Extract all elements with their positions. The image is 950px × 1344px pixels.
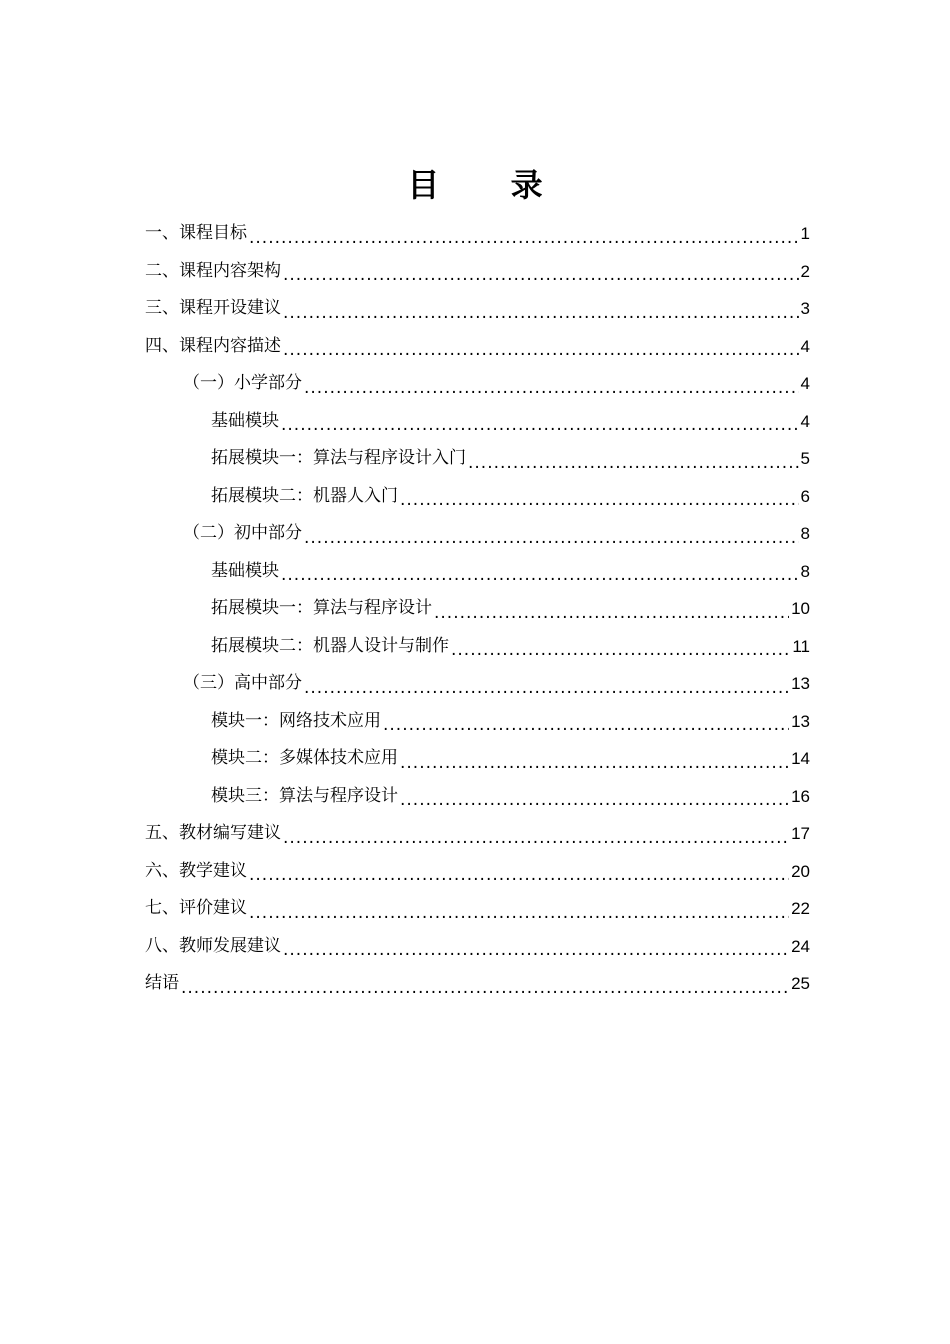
toc-page-number: 8 [800, 561, 810, 581]
toc-entry-title: 拓展模块一：算法与程序设计入门 [211, 448, 466, 468]
toc-leader-dots [249, 865, 789, 885]
toc-entry-title: 一、课程目标 [145, 223, 247, 243]
toc-leader-dots [451, 640, 790, 660]
toc-entry-title: （三）高中部分 [183, 673, 302, 693]
toc-entry[interactable] [0, 553, 950, 591]
toc-entry[interactable] [0, 628, 950, 666]
toc-entry-title: 拓展模块二：机器人设计与制作 [211, 635, 449, 656]
toc-page-number: 25 [791, 974, 810, 993]
toc-entry-title: 三、课程开设建议 [145, 298, 281, 318]
toc-entry[interactable] [0, 665, 950, 703]
toc-entry-title: 七、评价建议 [145, 898, 247, 918]
toc-page-number: 6 [800, 486, 810, 506]
toc-page-number: 17 [791, 824, 810, 843]
toc-entry-title: 拓展模块二：机器人入门 [211, 485, 398, 506]
toc-page-number: 16 [791, 786, 810, 806]
toc-entry-title: （二）初中部分 [183, 523, 302, 543]
toc-entry-title: 模块一：网络技术应用 [211, 710, 381, 731]
toc-page-number: 3 [800, 299, 810, 318]
toc-leader-dots [283, 303, 799, 323]
toc-page-number: 8 [800, 524, 810, 543]
toc-entry-title: 八、教师发展建议 [145, 935, 281, 956]
toc-entry[interactable] [0, 815, 950, 853]
toc-page-number: 13 [791, 674, 810, 693]
toc-page-number: 22 [791, 899, 810, 918]
toc-entry-title: 拓展模块一：算法与程序设计 [211, 598, 432, 618]
toc-entry-title: 二、课程内容架构 [145, 260, 281, 281]
toc-entry[interactable] [0, 890, 950, 928]
toc-leader-dots [304, 678, 789, 698]
toc-leader-dots [281, 415, 799, 435]
toc-leader-dots [283, 940, 789, 960]
toc-entry[interactable] [0, 290, 950, 328]
toc-entry[interactable] [0, 328, 950, 366]
table-of-contents [0, 215, 950, 1003]
toc-entry[interactable] [0, 703, 950, 741]
toc-leader-dots [400, 790, 789, 810]
toc-entry-title: 结语 [145, 973, 179, 993]
toc-leader-dots [181, 978, 789, 998]
toc-entry[interactable] [0, 478, 950, 516]
toc-page-number: 14 [791, 749, 810, 768]
toc-entry[interactable] [0, 778, 950, 816]
toc-leader-dots [400, 490, 799, 510]
toc-entry-title: 基础模块 [211, 410, 279, 431]
toc-entry[interactable] [0, 215, 950, 253]
toc-page-number: 20 [791, 861, 810, 881]
toc-entry[interactable] [0, 403, 950, 441]
toc-page-number: 4 [800, 411, 810, 431]
toc-page-number: 2 [800, 261, 810, 281]
toc-entry[interactable] [0, 515, 950, 553]
toc-leader-dots [468, 453, 799, 473]
toc-entry-title: 模块二：多媒体技术应用 [211, 748, 398, 768]
toc-leader-dots [249, 228, 799, 248]
toc-page-number: 13 [791, 711, 810, 731]
toc-leader-dots [283, 265, 799, 285]
toc-page-number: 10 [791, 599, 810, 618]
toc-leader-dots [400, 753, 789, 773]
toc-leader-dots [304, 378, 799, 398]
toc-leader-dots [281, 565, 799, 585]
toc-entry[interactable] [0, 928, 950, 966]
toc-page-number: 4 [800, 336, 810, 356]
toc-entry[interactable] [0, 440, 950, 478]
page-title: 目 录 [407, 166, 573, 205]
toc-leader-dots [383, 715, 789, 735]
toc-entry[interactable] [0, 590, 950, 628]
toc-leader-dots [304, 528, 799, 548]
toc-entry[interactable] [0, 740, 950, 778]
toc-entry-title: 五、教材编写建议 [145, 823, 281, 843]
toc-page-number: 1 [800, 224, 810, 243]
toc-page-number: 5 [800, 449, 810, 468]
toc-leader-dots [283, 340, 799, 360]
toc-entry[interactable] [0, 253, 950, 291]
toc-entry[interactable] [0, 965, 950, 1003]
toc-entry[interactable] [0, 853, 950, 891]
toc-page-number: 4 [800, 374, 810, 393]
toc-entry-title: 基础模块 [211, 560, 279, 581]
toc-entry-title: 六、教学建议 [145, 860, 247, 881]
toc-leader-dots [249, 903, 789, 923]
toc-entry-title: （一）小学部分 [183, 373, 302, 393]
toc-entry[interactable] [0, 365, 950, 403]
toc-page-number: 24 [791, 936, 810, 956]
toc-page-number: 11 [792, 636, 810, 656]
toc-entry-title: 四、课程内容描述 [145, 335, 281, 356]
toc-leader-dots [283, 828, 789, 848]
toc-entry-title: 模块三：算法与程序设计 [211, 785, 398, 806]
toc-leader-dots [434, 603, 789, 623]
